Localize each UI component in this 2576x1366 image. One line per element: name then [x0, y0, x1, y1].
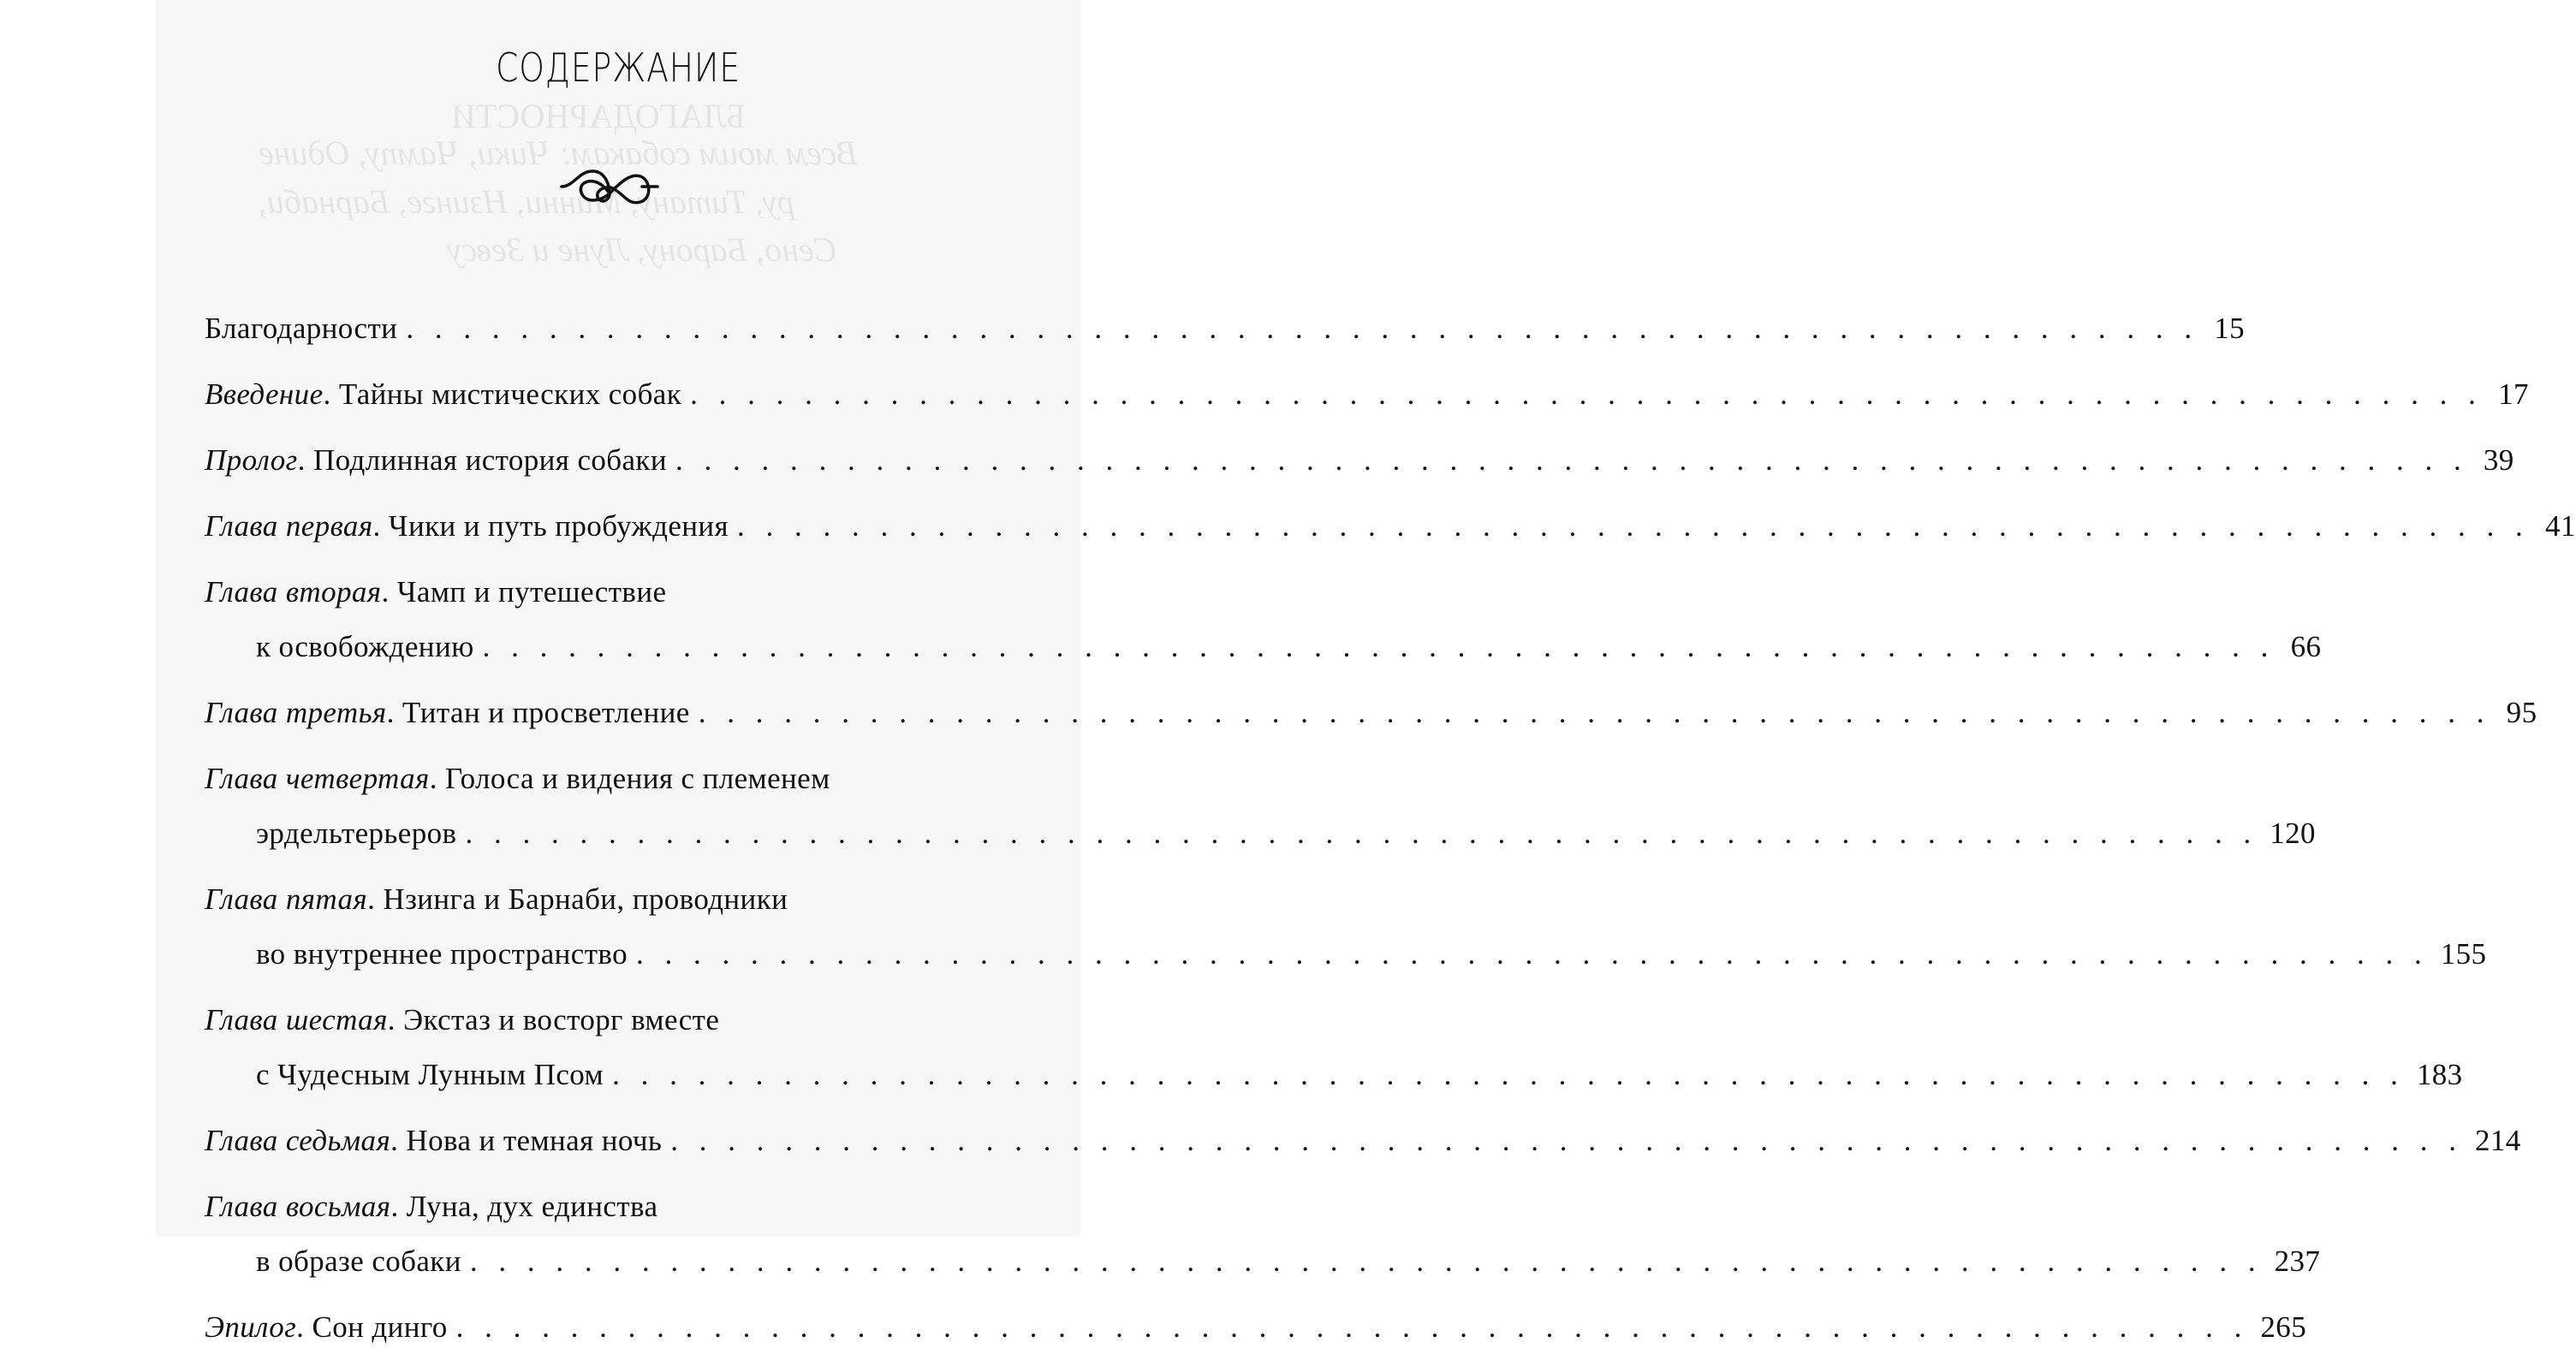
toc-title: Благодарности — [205, 312, 398, 345]
toc-title: . Подлинная история собаки — [297, 443, 667, 477]
toc-page-number: 155 — [2440, 937, 2487, 971]
toc-page-number: 17 — [2498, 377, 2529, 411]
toc-leader-dots — [456, 1300, 2249, 1355]
toc-prefix: Пролог — [205, 443, 298, 477]
toc-entry[interactable] — [205, 367, 2529, 422]
toc-entry[interactable] — [205, 565, 2322, 674]
toc-page-number: 66 — [2290, 630, 2322, 663]
toc-label — [205, 751, 830, 806]
toc-prefix: Глава седьмая — [205, 1124, 391, 1157]
toc-entry[interactable] — [205, 1300, 2307, 1355]
toc-prefix: Глава третья — [205, 696, 387, 729]
toc-leader-dots — [406, 301, 2198, 356]
toc-entry[interactable] — [205, 433, 2514, 488]
toc-page-number: 237 — [2274, 1244, 2321, 1278]
toc-title: . Экстаз и восторг вместе — [387, 1003, 720, 1036]
swirl-ornament-icon — [558, 161, 661, 217]
toc-leader-dots — [612, 1048, 2405, 1102]
toc-page-number: 120 — [2270, 817, 2316, 850]
toc-prefix: Глава первая — [205, 509, 373, 543]
toc-title-continued: с Чудесным Лунным Псом — [256, 1058, 604, 1091]
toc-prefix: Введение — [205, 377, 324, 411]
toc-prefix: Эпилог — [205, 1310, 297, 1344]
toc-label — [205, 872, 788, 927]
toc-prefix: Глава шестая — [205, 1003, 388, 1036]
toc-page-number: 95 — [2506, 696, 2537, 729]
toc-leader-dots — [470, 1234, 2263, 1289]
toc-entry[interactable] — [205, 872, 2487, 982]
toc-title-continued: в образе собаки — [256, 1244, 461, 1278]
toc-leader-dots — [465, 806, 2258, 861]
toc-label — [205, 686, 690, 740]
toc-entry[interactable] — [205, 993, 2463, 1102]
toc-page-number: 39 — [2483, 443, 2514, 477]
toc-label — [205, 1300, 448, 1355]
book-page — [156, 0, 2576, 1344]
toc-prefix: Глава пятая — [205, 882, 368, 916]
toc-leader-dots — [690, 367, 2483, 422]
toc-leader-dots — [675, 433, 2468, 488]
toc-title: . Титан и просветление — [386, 696, 690, 729]
toc-label — [205, 367, 681, 422]
toc-title-continued: к освобождению — [256, 630, 474, 663]
toc-leader-dots — [699, 686, 2491, 740]
toc-label — [205, 1114, 662, 1168]
toc-title: . Сон динго — [296, 1310, 448, 1344]
toc-label — [205, 499, 729, 554]
toc-title-continued: эрдельтерьеров — [256, 817, 457, 850]
page-title: СОДЕРЖАНИЕ — [496, 45, 741, 91]
toc-title: . Луна, дух единства — [390, 1190, 658, 1223]
table-of-contents — [205, 301, 2576, 1366]
toc-page-number: 183 — [2416, 1058, 2463, 1091]
toc-prefix: Глава четвертая — [205, 762, 430, 795]
toc-entry[interactable] — [205, 499, 2576, 554]
toc-title-continued: во внутреннее пространство — [256, 937, 628, 971]
toc-title: . Голоса и видения с племенем — [429, 762, 830, 795]
toc-leader-dots — [737, 499, 2530, 554]
toc-page-number: 15 — [2214, 312, 2246, 345]
toc-title: . Нова и темная ночь — [390, 1124, 663, 1157]
toc-title: . Тайны мистических собак — [323, 377, 682, 411]
toc-prefix: Глава восьмая — [205, 1190, 391, 1223]
toc-page-number: 265 — [2260, 1310, 2307, 1344]
toc-entry[interactable] — [205, 301, 2246, 356]
toc-leader-dots — [670, 1114, 2463, 1168]
toc-label — [205, 1179, 657, 1234]
toc-label — [205, 301, 397, 356]
toc-title: . Чамп и путешествие — [381, 575, 667, 609]
toc-entry[interactable] — [205, 751, 2316, 861]
toc-entry[interactable] — [205, 1114, 2521, 1168]
toc-leader-dots — [636, 927, 2429, 982]
toc-entry[interactable] — [205, 686, 2537, 740]
toc-prefix: Глава вторая — [205, 575, 382, 609]
bleed-through-text: БЛАГОДАРНОСТИ Всем моим собакам: Чики, Чампу, Одине ру, Титану, Минни, Нзинге, Барнаби, Сено, Барону, Луне и Зевсу — [259, 97, 858, 269]
toc-title: . Нзинга и Барнаби, проводники — [367, 882, 788, 916]
toc-label — [205, 433, 667, 488]
toc-page-number: 41 — [2544, 509, 2576, 543]
toc-entry[interactable] — [205, 1179, 2321, 1289]
toc-leader-dots — [483, 620, 2276, 674]
toc-label — [205, 565, 666, 620]
toc-page-number: 214 — [2474, 1124, 2521, 1157]
toc-label — [205, 993, 719, 1048]
toc-title: . Чики и путь пробуждения — [372, 509, 729, 543]
